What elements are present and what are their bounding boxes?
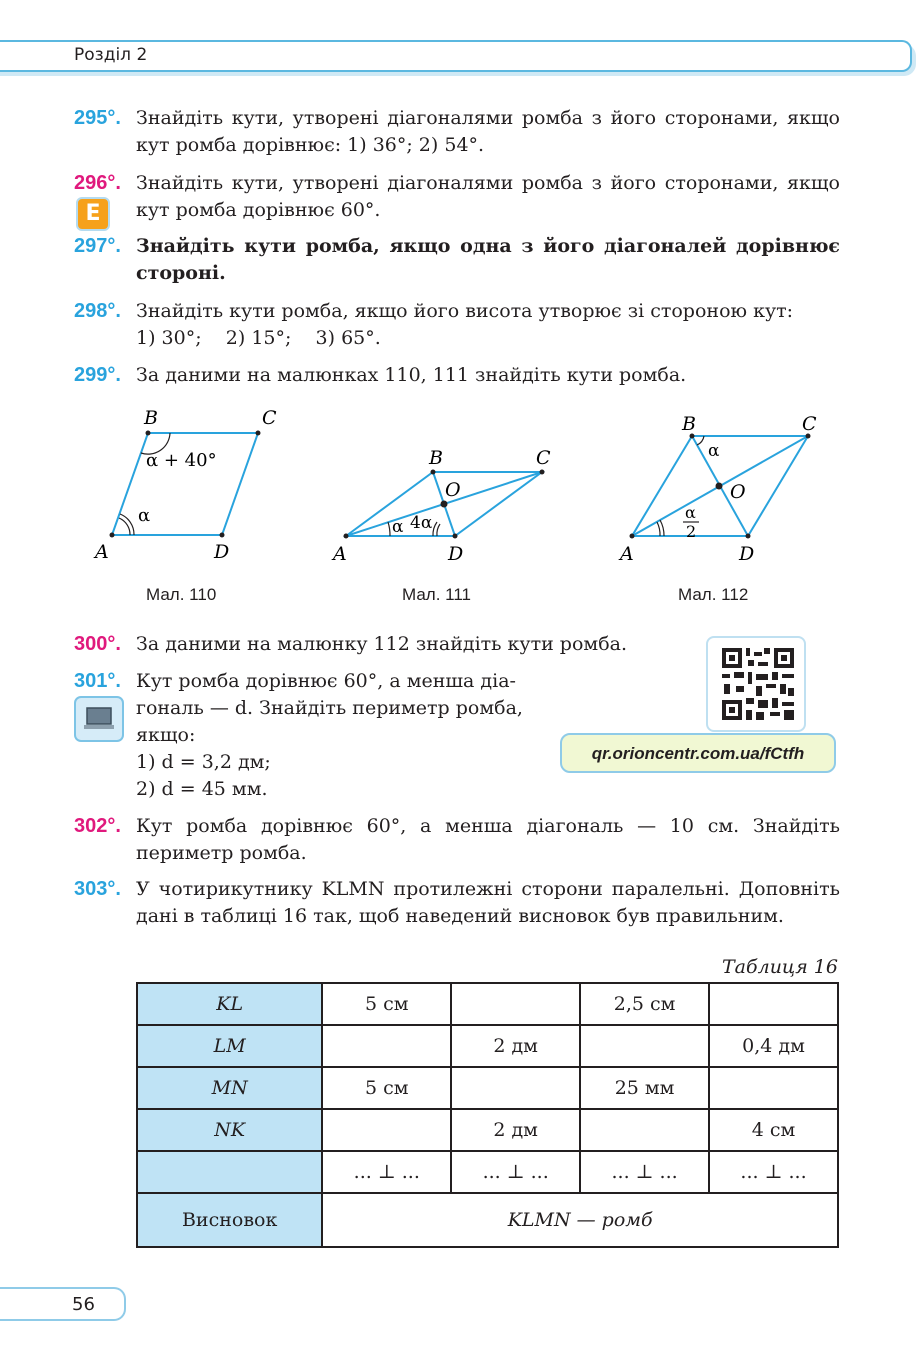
vertex-label-b: B [429, 447, 443, 469]
problem-text: Знайдіть кути ромба, якщо одна з його діагоналей дорівнює стороні. [136, 235, 840, 284]
problem-text: Кут ромба дорівнює 60°, а менша діагональ — 10 см. Знайдіть периметр ромба. [136, 815, 840, 864]
table-row [137, 1151, 838, 1193]
problem-300 [74, 631, 674, 658]
row-header: NK [137, 1109, 322, 1151]
problem-line: Кут ромба дорівнює 60°, а менша діа- [136, 670, 516, 692]
table-cell: 0,4 дм [709, 1025, 838, 1067]
row-header: LM [137, 1025, 322, 1067]
table-row [137, 1109, 838, 1151]
table-cell [322, 1109, 451, 1151]
computer-icon [74, 696, 124, 742]
problem-line: 1) d = 3,2 дм; [136, 751, 271, 773]
row-header: KL [137, 983, 322, 1025]
problem-number: 301°. [74, 670, 121, 692]
problem-number: 299°. [74, 364, 121, 386]
vertex-label-a: A [620, 543, 634, 565]
angle-label-a-numerator: α [685, 503, 696, 522]
problem-301 [74, 668, 544, 803]
vertex-label-c: C [262, 407, 277, 429]
e-badge-icon: Е [76, 197, 110, 231]
row-header [137, 1151, 322, 1193]
figure-caption-111: Мал. 111 [402, 585, 472, 604]
problem-text-line2: 1) 30°; 2) 15°; 3) 65°. [136, 327, 381, 349]
vertex-label-d: D [214, 541, 230, 563]
problem-302 [74, 813, 840, 867]
angle-label-a: α [138, 505, 151, 526]
table-row-conclusion [137, 1193, 838, 1247]
table-cell: 5 см [322, 1067, 451, 1109]
vertex-label-a: A [95, 541, 109, 563]
conclusion-cell: KLMN — ромб [322, 1193, 838, 1247]
figure-111 [331, 447, 551, 565]
angle-label-b: α + 40° [146, 450, 217, 471]
problem-text: У чотирикутнику KLMN протилежні сторони паралельні. Доповніть дані в таблиці 16 так, щоб наведений висновок був правильним. [136, 878, 840, 927]
angle-label-b: α [708, 441, 720, 461]
problem-text: Знайдіть кути, утворені діагоналями ромба з його сторонами, якщо кут ромба дорівнює: 1) 36°; 2) 54°. [136, 107, 840, 156]
table-cell: 2,5 см [580, 983, 709, 1025]
vertex-label-a: A [333, 543, 347, 565]
qr-code-icon[interactable] [706, 636, 806, 732]
row-header: Висновок [137, 1193, 322, 1247]
table-cell: ... ⊥ ... [709, 1151, 838, 1193]
table-cell [580, 1025, 709, 1067]
problem-297 [74, 233, 840, 287]
figures-svg [0, 400, 918, 580]
qr-url-text[interactable]: qr.orioncentr.com.ua/fCtfh [591, 744, 805, 763]
vertex-label-b: B [682, 413, 696, 435]
table-row [137, 983, 838, 1025]
problem-296 [74, 170, 840, 224]
problem-line: гональ — d. Знайдіть периметр ромба, [136, 697, 523, 719]
table-cell: 25 мм [580, 1067, 709, 1109]
table-cell [322, 1025, 451, 1067]
table-cell: 4 см [709, 1109, 838, 1151]
center-label-o: O [730, 481, 746, 503]
problem-number: 298°. [74, 300, 121, 322]
page-number: 56 [72, 1294, 95, 1315]
problem-number: 297°. [74, 235, 121, 257]
figure-110 [93, 407, 277, 563]
problem-number: 303°. [74, 878, 121, 900]
page-number-tab [0, 1287, 126, 1321]
table-cell: 5 см [322, 983, 451, 1025]
table-cell [709, 983, 838, 1025]
figure-112 [618, 413, 817, 565]
table-row [137, 1025, 838, 1067]
table-cell: 2 дм [451, 1025, 580, 1067]
problem-number: 296°. [74, 172, 121, 194]
problem-text: За даними на малюнках 110, 111 знайдіть кути ромба. [136, 364, 687, 386]
table-cell: ... ⊥ ... [322, 1151, 451, 1193]
data-table [136, 982, 839, 1248]
problem-299 [74, 362, 840, 389]
table-cell: ... ⊥ ... [451, 1151, 580, 1193]
problem-line: якщо: [136, 724, 196, 746]
problem-number: 295°. [74, 107, 121, 129]
table-cell [580, 1109, 709, 1151]
vertex-label-d: D [448, 543, 464, 565]
problem-text-line1: Знайдіть кути ромба, якщо його висота утворює зі стороною кут: [136, 300, 794, 322]
qr-link[interactable] [560, 733, 836, 773]
center-label-o: O [445, 479, 461, 501]
problem-number: 300°. [74, 633, 121, 655]
section-title: Розділ 2 [74, 45, 148, 65]
problem-298 [74, 298, 840, 352]
angle-label-a-denominator: 2 [686, 522, 697, 541]
problem-text: За даними на малюнку 112 знайдіть кути ромба. [136, 633, 627, 655]
problem-295 [74, 105, 840, 159]
figure-caption-110: Мал. 110 [146, 585, 217, 604]
table-row [137, 1067, 838, 1109]
vertex-label-d: D [739, 543, 755, 565]
table-cell: ... ⊥ ... [580, 1151, 709, 1193]
table-cell [451, 1067, 580, 1109]
figure-caption-112: Мал. 112 [678, 585, 749, 604]
problem-number: 302°. [74, 815, 121, 837]
table-caption: Таблиця 16 [722, 956, 838, 978]
angle-label-d: 4α [410, 513, 433, 533]
problem-text: Знайдіть кути, утворені діагоналями ромба з його сторонами, якщо кут ромба дорівнює 60°. [136, 172, 840, 221]
table-cell [709, 1067, 838, 1109]
angle-label-a: α [392, 517, 404, 537]
row-header: MN [137, 1067, 322, 1109]
vertex-label-b: B [144, 407, 158, 429]
vertex-label-c: C [536, 447, 551, 469]
problem-303 [74, 876, 840, 930]
table-cell [451, 983, 580, 1025]
problem-line: 2) d = 45 мм. [136, 778, 268, 800]
table-cell: 2 дм [451, 1109, 580, 1151]
vertex-label-c: C [802, 413, 817, 435]
